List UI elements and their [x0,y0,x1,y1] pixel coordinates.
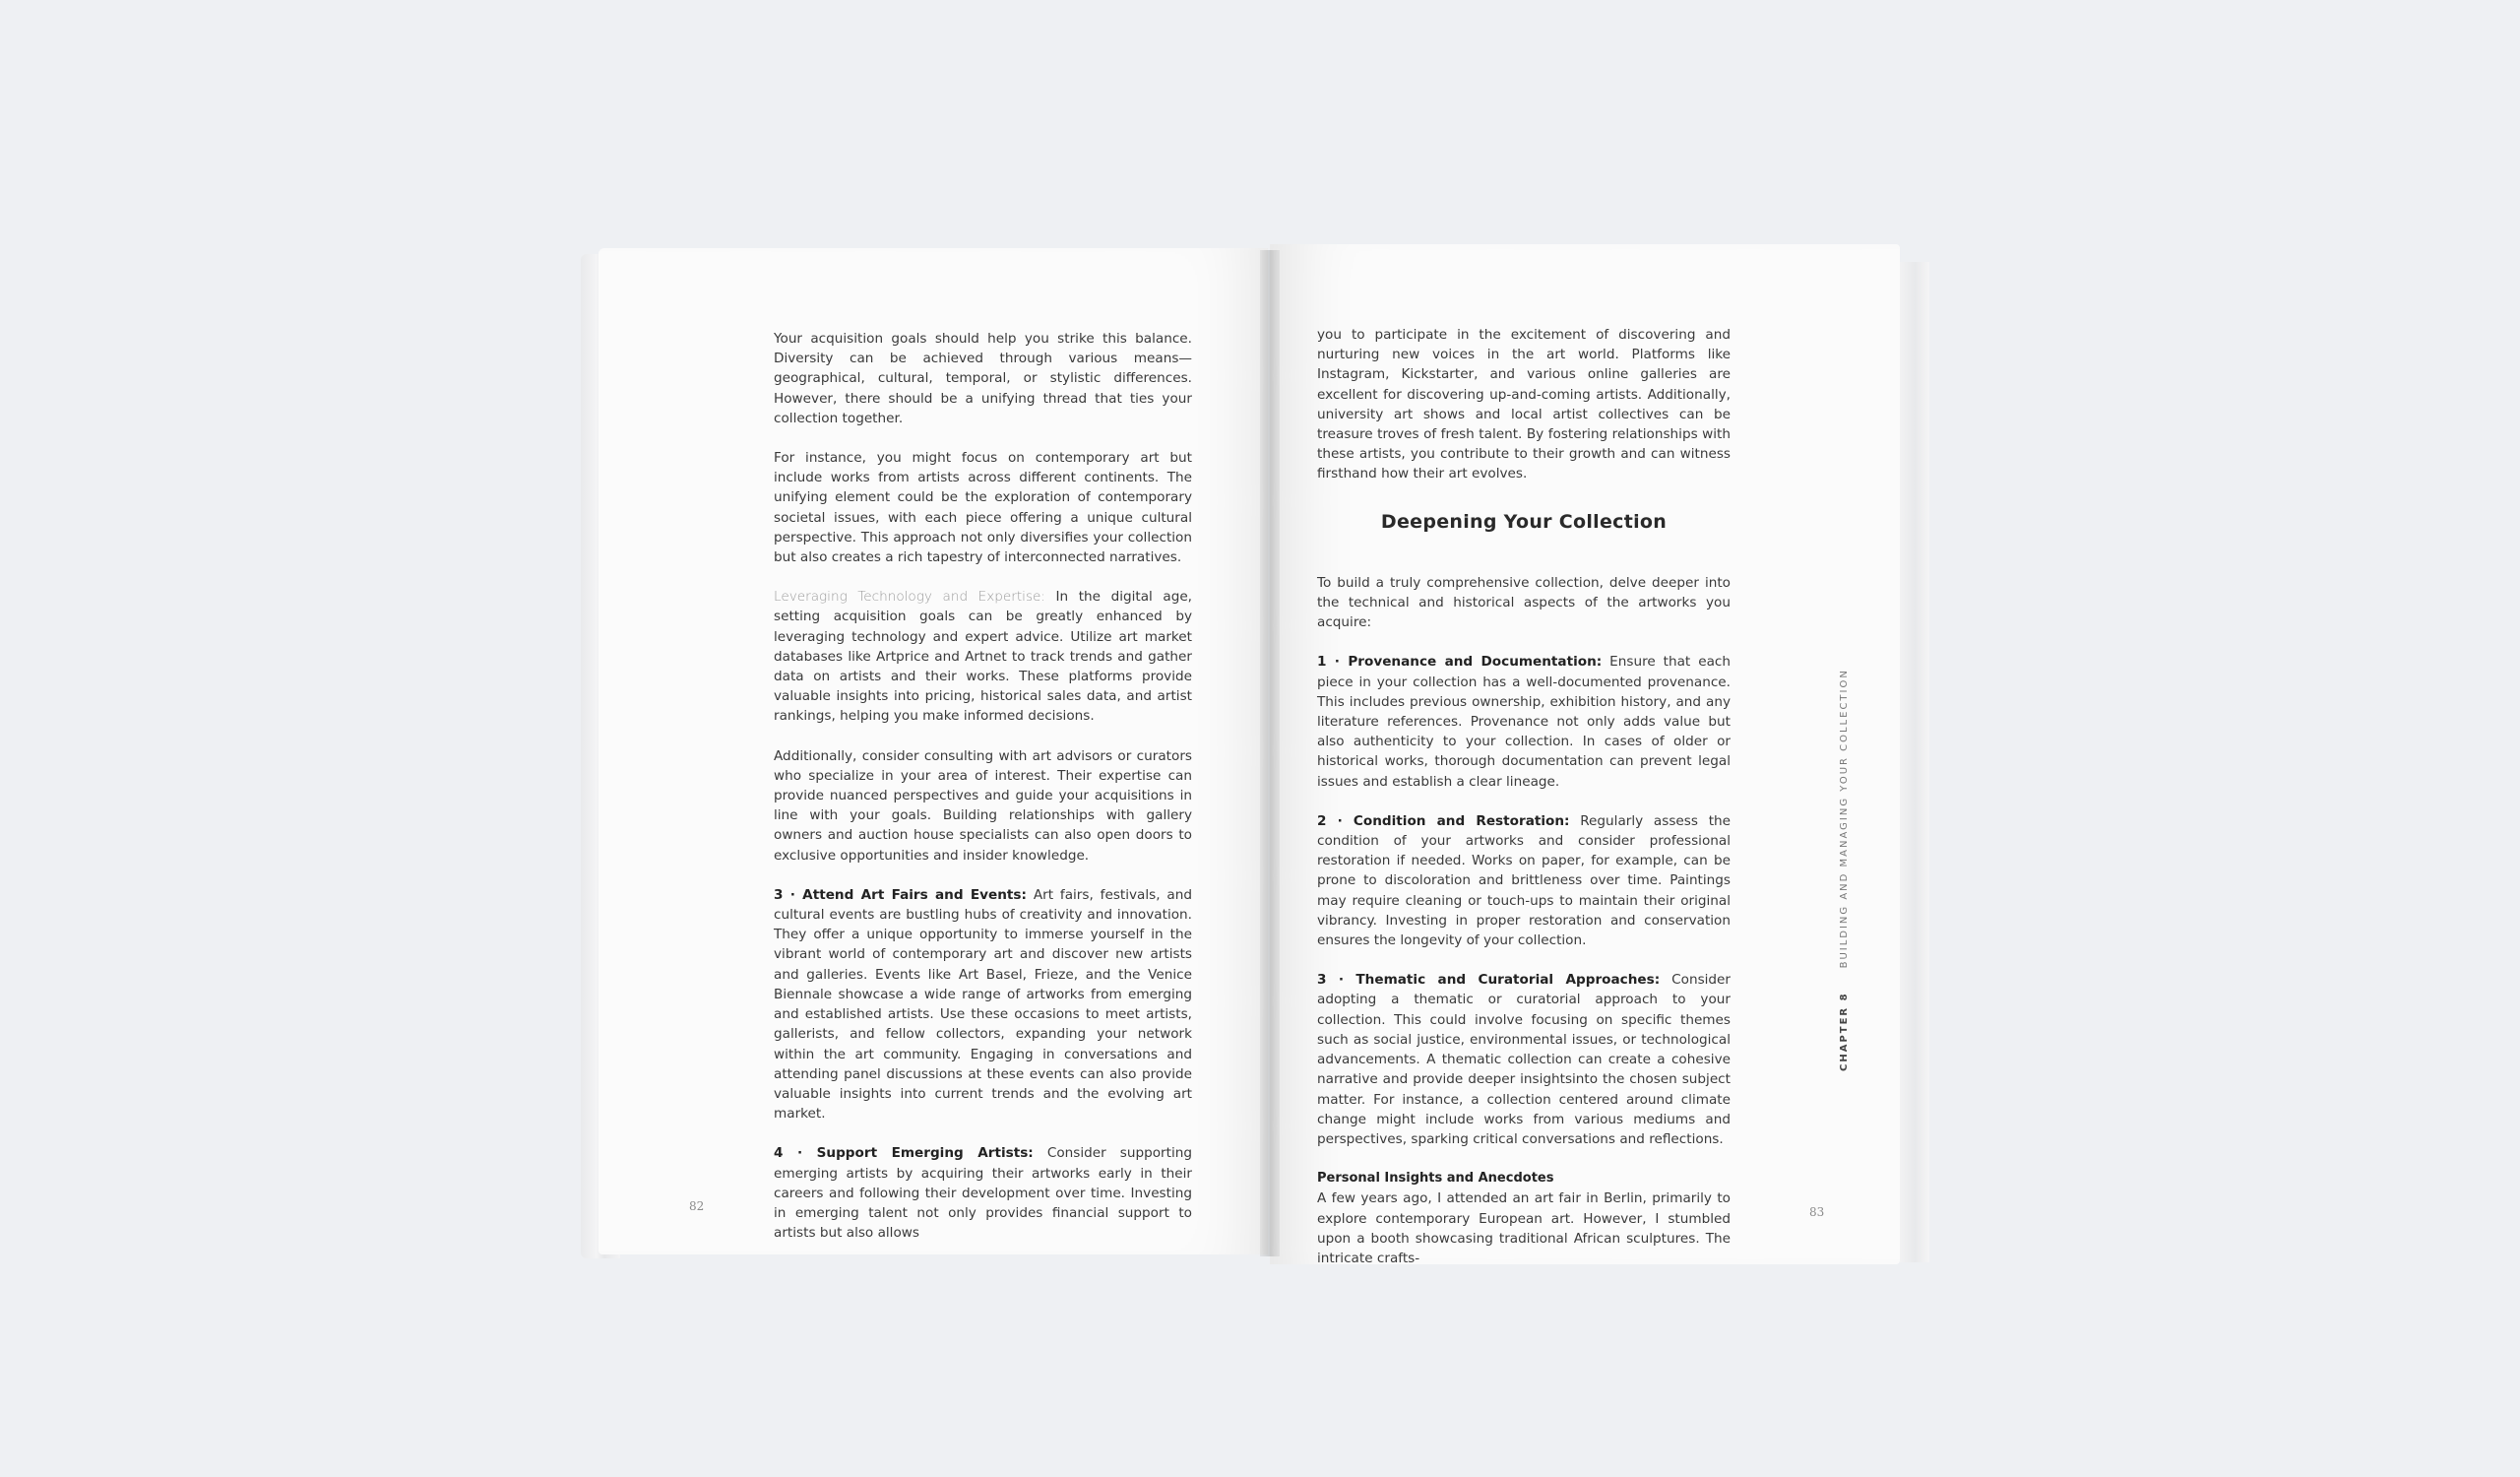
item-label: 3 · Attend Art Fairs and Events: [774,886,1027,903]
item-text: Consider adopting a thematic or curatorial approach to your collection. This could involve focusing on specific themes such as social justice, environmental issues, or technological advancements. A thematic collection can create a cohesive narrative and provide deeper insightsinto the chosen subject matter. For instance, a collection centered around climate change might include works from various mediums and perspectives, sparking critical conversations and reflections. [1317,972,1732,1147]
right-page [1270,244,1900,1264]
paragraph-leveraging [774,587,1192,726]
left-page-body [774,329,1192,1254]
list-item-2 [1317,811,1731,950]
item-label: 4 · Support Emerging Artists: [774,1145,1034,1162]
item-label: 1 · Provenance and Documentation: [1317,654,1603,671]
page-number-right: 83 [1809,1205,1825,1219]
paragraph: Your acquisition goals should help you strike this balance. Diversity can be achieved through various means—geographical, cultural, temporal, or stylistic differences. However, there should be a unifying thread that ties your collection together. [774,331,1192,426]
page-edges-right [1900,262,1929,1262]
open-book [581,244,1929,1268]
item-text: Art fairs, festivals, and cultural events are bustling hubs of creativity and innovation. They offer a unique opportunity to immerse yourself in the vibrant world of contemporary art and discover new artists and galleries. Events like Art Basel, Frieze, and the Venice Biennale showcase a wide range of artworks from emerging and established artists. Use these occasions to meet artists, gallerists, and fellow collectors, expanding your network within the art community. Engaging in conversations and attending panel discussions at these events can also provide valuable insights into current trends and the evolving art market. [774,886,1193,1123]
right-page-body [1317,325,1731,1264]
running-head [1839,669,1850,1071]
paragraph: Additionally, consider consulting with art advisors or curators who specialize in your area of interest. Their expertise can provide nuanced perspectives and guide your acquisitions in line with your goals. Building relationships with gallery owners and auction house specialists can also open doors to exclusive opportunities and insider knowledge. [774,747,1192,864]
leveraging-lead: Leveraging Technology and Expertise: [774,589,1045,606]
running-head-chapter: CHAPTER 8 [1839,992,1850,1071]
item-label: 2 · Condition and Restoration: [1317,812,1570,829]
paragraph: you to participate in the excitement of discovering and nurturing new voices in the art world. Platforms like Instagram, Kickstarter, and various online galleries are excellent for discovering up-and-coming artists. Additionally, university art shows and local artist collectives can be treasure troves of fresh talent. By fostering relationships with these artists, you contribute to their growth and can witness firsthand how their art evolves. [1317,327,1731,482]
item-text: Consider supporting emerging artists by acquiring their artworks early in their careers and following their development over time. Investing in emerging talent not only provides financial support to artists but also allows [774,1145,1192,1242]
page-number-left: 82 [689,1199,705,1213]
book-gutter [1260,250,1280,1256]
paragraph: A few years ago, I attended an art fair in Berlin, primarily to explore contemporary European art. However, I stumbled upon a booth showcasing traditional African sculptures. The intricate crafts- [1317,1190,1731,1264]
item-text: Ensure that each piece in your collection has a well-documented provenance. This includes previous ownership, exhibition history, and any literature references. Provenance not only adds value but also authenticity to your collection. In cases of older or historical works, thorough documentation can prevent legal issues and establish a clear lineage. [1317,654,1731,790]
left-page [598,248,1268,1254]
list-item-4 [774,1143,1192,1243]
item-label: 3 · Thematic and Curatorial Approaches: [1317,972,1661,989]
section-title: Deepening Your Collection [1380,510,1668,533]
list-item-1 [1317,652,1731,791]
paragraph: To build a truly comprehensive collection, delve deeper into the technical and historical aspects of the artworks you acquire: [1317,574,1731,631]
running-head-title: BUILDING AND MANAGING YOUR COLLECTION [1839,669,1850,969]
leveraging-text: In the digital age, setting acquisition goals can be greatly enhanced by leveraging technology and expert advice. Utilize art market databases like Artprice and Artnet to track trends and gather data on artists and their works. These platforms provide valuable insights into pricing, historical sales data, and artist rankings, helping you make informed decisions. [774,589,1193,725]
paragraph: For instance, you might focus on contemporary art but include works from artists across different continents. The unifying element could be the exploration of contemporary societal issues, with each piece offering a unique cultural perspective. This approach not only diversifies your collection but also creates a rich tapestry of interconnected narratives. [774,450,1192,566]
list-item-3 [774,885,1192,1124]
item-text: Regularly assess the condition of your artworks and consider professional restoration if needed. Works on paper, for example, can be prone to discoloration and brittleness over time. Paintings may require cleaning or touch-ups to maintain their original vibrancy. Investing in proper restoration and conservation ensures the longevity of your collection. [1317,812,1731,949]
subheading: Personal Insights and Anecdotes [1317,1171,1554,1187]
list-item-3 [1317,970,1731,1149]
